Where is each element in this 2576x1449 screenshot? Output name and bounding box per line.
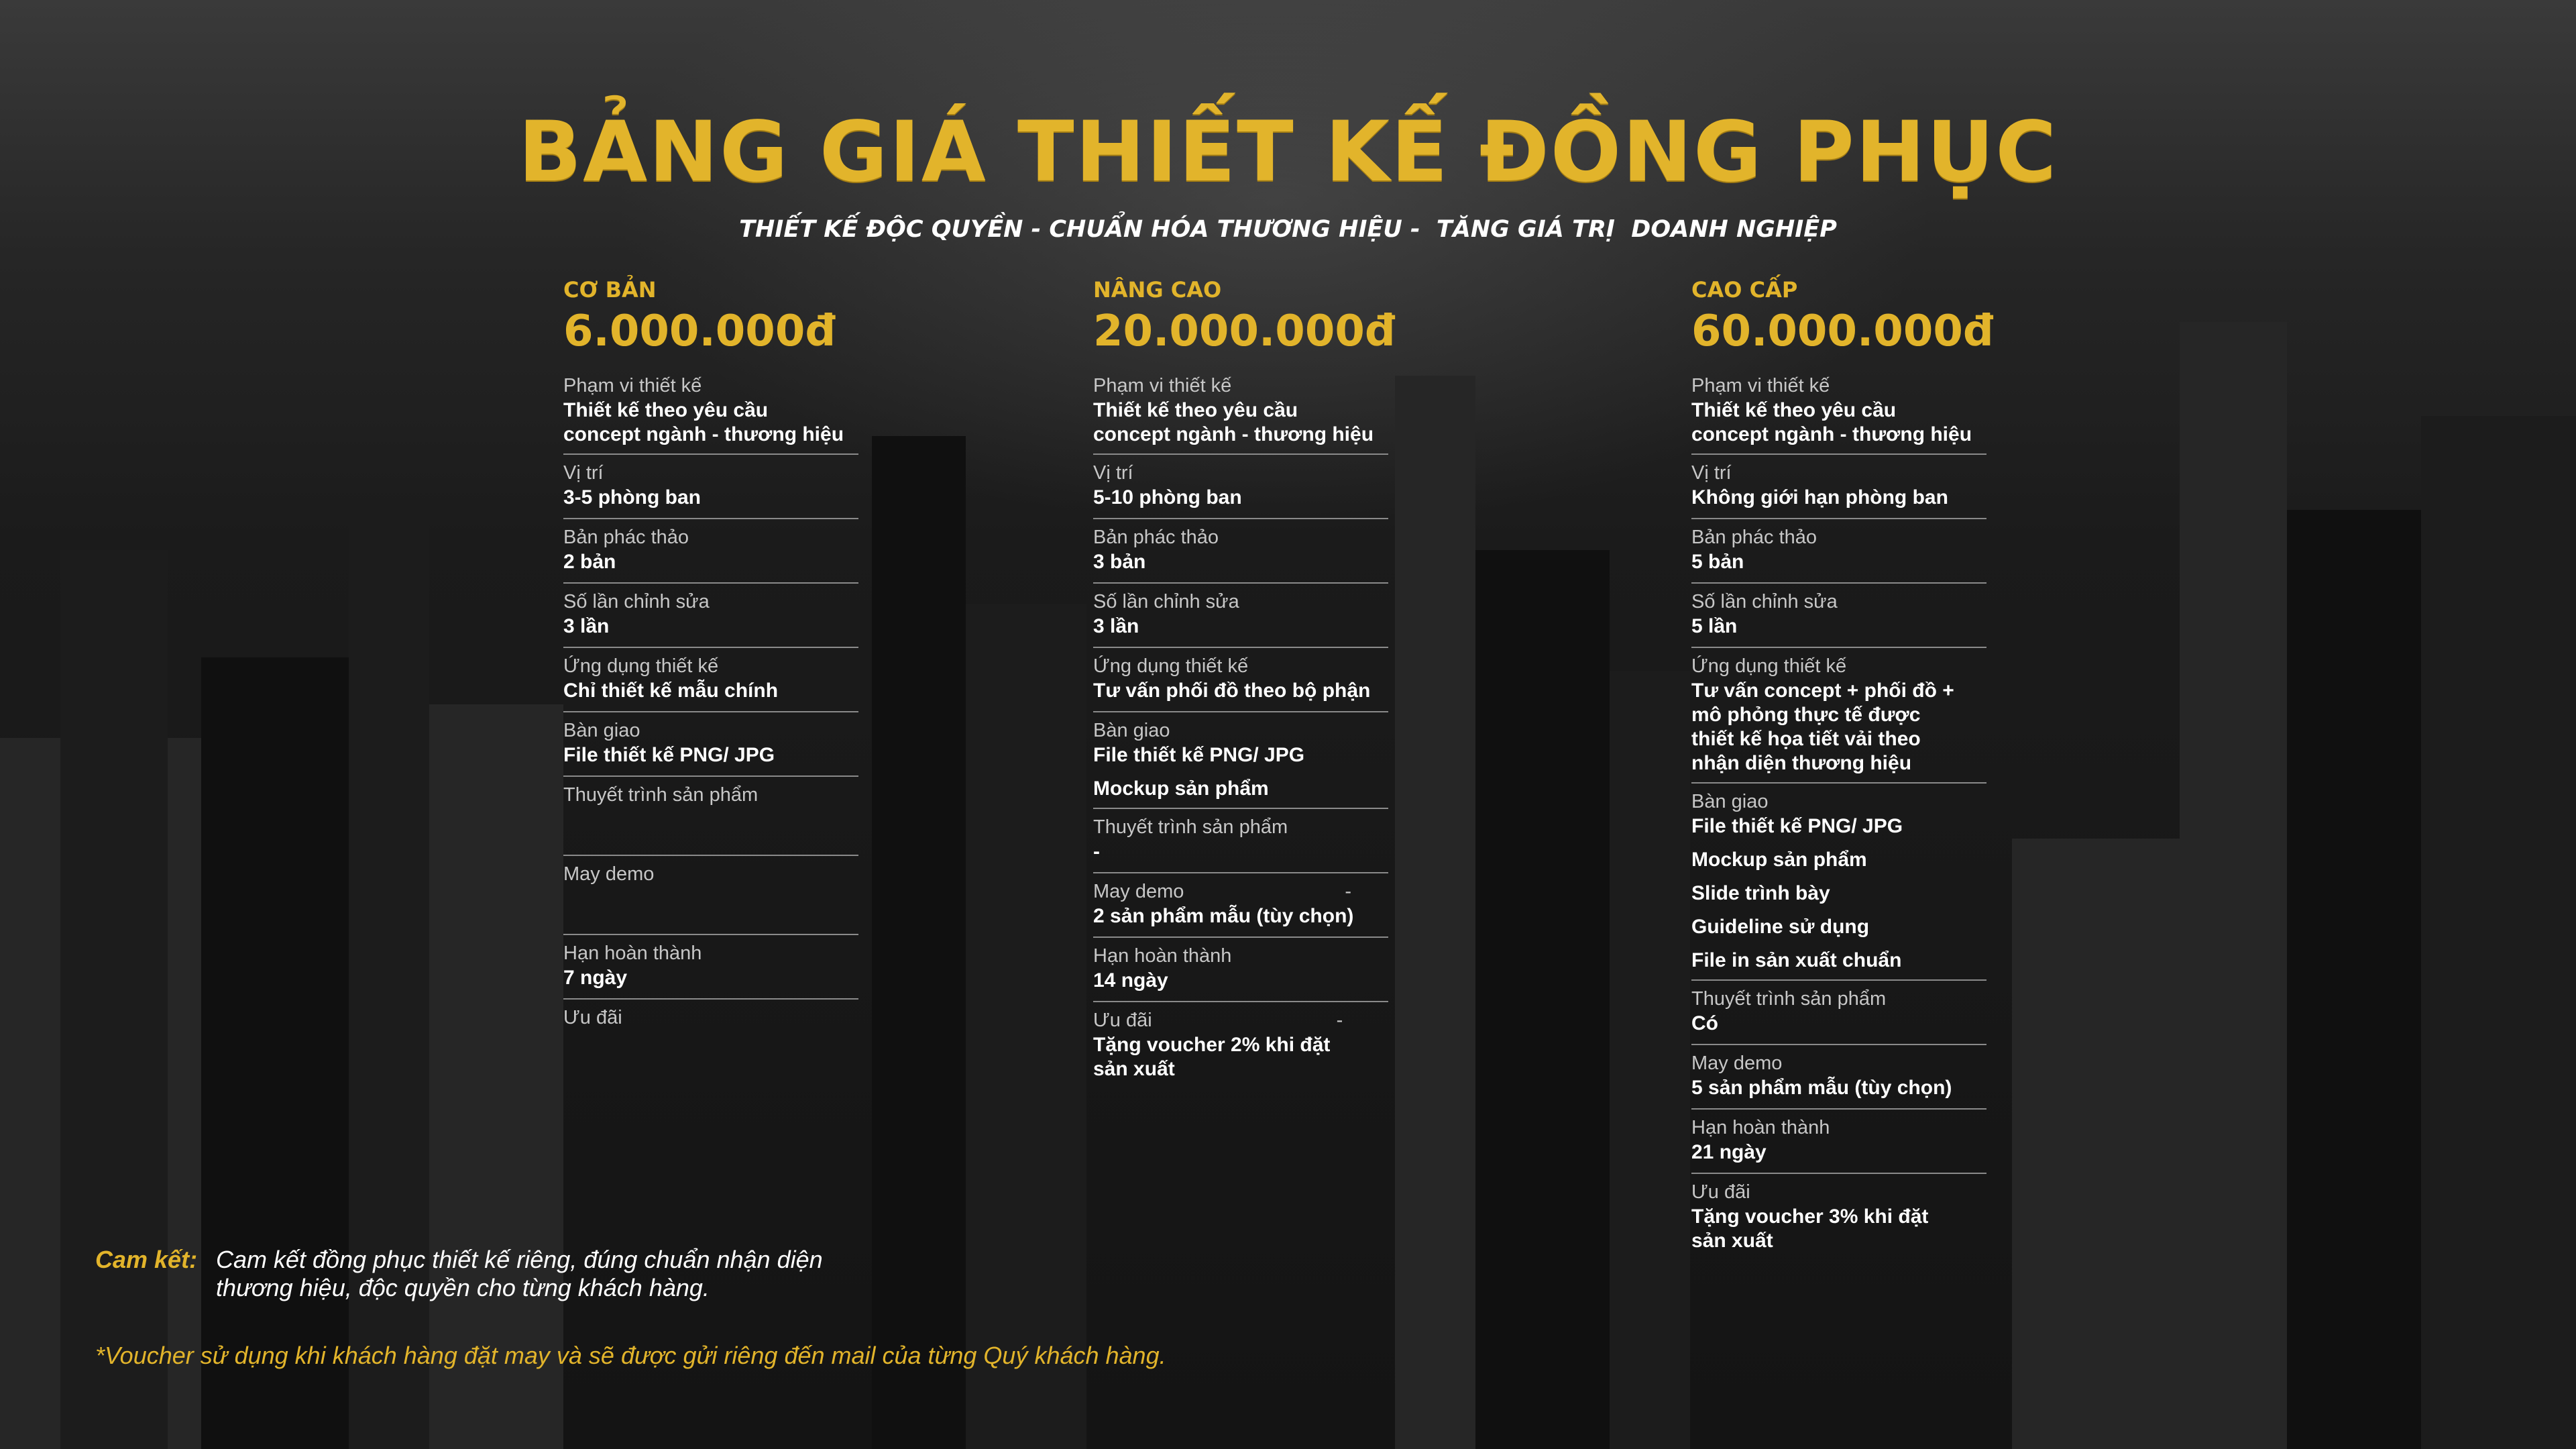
value-delivery: Mockup sản phẩm	[1691, 849, 1867, 871]
label-presentation: Thuyết trình sản phẩm	[1691, 988, 1887, 1010]
row-presentation	[1093, 809, 1388, 873]
plan-premium	[1691, 276, 1994, 1260]
value-sample: 2 sản phẩm mẫu (tùy chọn)	[1093, 905, 1354, 927]
label-delivery: Bàn giao	[563, 720, 640, 741]
commitment-note	[95, 1246, 967, 1302]
label-presentation: Thuyết trình sản phẩm	[563, 784, 759, 806]
row-deadline	[1691, 1110, 1986, 1174]
row-revisions	[1093, 584, 1388, 648]
value-offer: Tặng voucher 2% khi đặt	[1093, 1034, 1331, 1056]
row-application	[563, 648, 858, 712]
value-revisions: 3 lần	[563, 615, 610, 637]
value-deadline: 7 ngày	[563, 967, 628, 989]
label-revisions: Số lần chỉnh sửa	[1093, 591, 1239, 612]
label-offer: Ưu đãi	[1691, 1181, 1750, 1203]
value-scope: concept ngành - thương hiệu	[1093, 423, 1374, 445]
plan-advanced	[1093, 276, 1396, 1088]
value-deadline: 21 ngày	[1691, 1141, 1767, 1163]
label-presentation: Thuyết trình sản phẩm	[1093, 816, 1288, 838]
value-drafts: 3 bản	[1093, 551, 1146, 573]
value-presentation: Có	[1691, 1012, 1718, 1034]
label-deadline: Hạn hoàn thành	[1691, 1117, 1830, 1138]
dash-mark: -	[1345, 881, 1352, 902]
plan-price: 6.000.000đ	[563, 307, 836, 356]
row-presentation	[1691, 981, 1986, 1045]
row-sample	[1093, 873, 1388, 938]
value-application: Chỉ thiết kế mẫu chính	[563, 680, 779, 702]
value-offer: sản xuất	[1691, 1230, 1773, 1252]
row-deadline	[1093, 938, 1388, 1002]
row-position	[1691, 455, 1986, 519]
row-position	[1093, 455, 1388, 519]
plan-price: 60.000.000đ	[1691, 307, 1994, 356]
label-application: Ứng dụng thiết kế	[1691, 655, 1847, 677]
plan-name: NÂNG CAO	[1093, 277, 1222, 303]
commitment-label: Cam kết:	[95, 1246, 198, 1273]
value-revisions: 3 lần	[1093, 615, 1139, 637]
value-deadline: 14 ngày	[1093, 969, 1168, 991]
value-position: Không giới hạn phòng ban	[1691, 486, 1948, 508]
value-offer: Tặng voucher 3% khi đặt	[1691, 1205, 1929, 1228]
plan-basic	[563, 276, 858, 1064]
value-sample: 5 sản phẩm mẫu (tùy chọn)	[1691, 1077, 1952, 1099]
value-scope: Thiết kế theo yêu cầu	[1093, 399, 1298, 421]
row-drafts	[563, 519, 858, 584]
row-application	[1691, 648, 1986, 784]
row-revisions	[563, 584, 858, 648]
label-deadline: Hạn hoàn thành	[563, 943, 702, 964]
label-scope: Phạm vi thiết kế	[1093, 375, 1232, 396]
row-presentation	[563, 777, 858, 856]
value-scope: concept ngành - thương hiệu	[563, 423, 844, 445]
label-revisions: Số lần chỉnh sửa	[1691, 591, 1838, 612]
row-sample	[1691, 1045, 1986, 1110]
label-drafts: Bản phác thảo	[563, 527, 689, 548]
value-delivery: Mockup sản phẩm	[1093, 777, 1269, 800]
value-position: 5-10 phòng ban	[1093, 486, 1242, 508]
value-position: 3-5 phòng ban	[563, 486, 701, 508]
value-delivery: File in sản xuất chuẩn	[1691, 949, 1902, 971]
label-offer: Ưu đãi	[563, 1007, 622, 1028]
label-application: Ứng dụng thiết kế	[563, 655, 719, 677]
label-scope: Phạm vi thiết kế	[1691, 375, 1830, 396]
value-scope: Thiết kế theo yêu cầu	[563, 399, 769, 421]
row-drafts	[1093, 519, 1388, 584]
value-revisions: 5 lần	[1691, 615, 1738, 637]
label-deadline: Hạn hoàn thành	[1093, 945, 1232, 967]
value-application: Tư vấn phối đồ theo bộ phận	[1093, 680, 1371, 702]
value-application: thiết kế họa tiết vải theo	[1691, 728, 1921, 750]
row-delivery	[1093, 712, 1388, 809]
row-offer	[563, 1000, 858, 1064]
value-scope: concept ngành - thương hiệu	[1691, 423, 1972, 445]
label-scope: Phạm vi thiết kế	[563, 375, 702, 396]
commitment-text: thương hiệu, độc quyền cho từng khách hàng.	[216, 1274, 710, 1301]
row-drafts	[1691, 519, 1986, 584]
value-delivery: Guideline sử dụng	[1691, 916, 1870, 938]
voucher-note: *Voucher sử dụng khi khách hàng đặt may và sẽ được gửi riêng đến mail của từng Quý khách hàng.	[95, 1342, 1166, 1369]
label-sample: May demo	[1691, 1053, 1783, 1074]
value-application: nhận diện thương hiệu	[1691, 752, 1912, 774]
row-delivery	[1691, 784, 1986, 981]
label-revisions: Số lần chỉnh sửa	[563, 591, 710, 612]
value-delivery: File thiết kế PNG/ JPG	[1093, 744, 1305, 766]
page-title: BẢNG GIÁ THIẾT KẾ ĐỒNG PHỤC	[518, 104, 2058, 201]
row-offer	[1691, 1174, 1986, 1260]
row-application	[1093, 648, 1388, 712]
row-delivery	[563, 712, 858, 777]
label-application: Ứng dụng thiết kế	[1093, 655, 1249, 677]
label-offer-text: Ưu đãi	[1093, 1010, 1152, 1031]
value-application: mô phỏng thực tế được	[1691, 704, 1921, 726]
label-sample-text: May demo	[1093, 881, 1184, 902]
value-drafts: 2 bản	[563, 551, 616, 573]
dash-mark: -	[1336, 1010, 1343, 1031]
label-position: Vị trí	[563, 462, 604, 484]
label-offer	[1093, 1008, 1388, 1033]
row-sample	[563, 856, 858, 935]
row-scope	[1093, 368, 1388, 455]
label-drafts: Bản phác thảo	[1093, 527, 1219, 548]
row-deadline	[563, 935, 858, 1000]
value-delivery: File thiết kế PNG/ JPG	[563, 744, 775, 766]
plan-name: CAO CẤP	[1691, 277, 1798, 303]
row-position	[563, 455, 858, 519]
label-position: Vị trí	[1093, 462, 1133, 484]
value-application: Tư vấn concept + phối đồ +	[1691, 680, 1954, 702]
label-sample	[1093, 879, 1388, 904]
label-sample: May demo	[563, 863, 655, 885]
commitment-text: Cam kết đồng phục thiết kế riêng, đúng chuẩn nhận diện	[216, 1246, 823, 1273]
row-offer	[1093, 1002, 1388, 1088]
row-revisions	[1691, 584, 1986, 648]
value-drafts: 5 bản	[1691, 551, 1744, 573]
plan-price: 20.000.000đ	[1093, 307, 1396, 356]
value-scope: Thiết kế theo yêu cầu	[1691, 399, 1897, 421]
page-subtitle: THIẾT KẾ ĐỘC QUYỀN - CHUẨN HÓA THƯƠNG HIỆU - TĂNG GIÁ TRỊ DOANH NGHIỆP	[739, 216, 1837, 243]
label-position: Vị trí	[1691, 462, 1732, 484]
label-drafts: Bản phác thảo	[1691, 527, 1817, 548]
row-scope	[1691, 368, 1986, 455]
row-scope	[563, 368, 858, 455]
value-delivery: File thiết kế PNG/ JPG	[1691, 815, 1903, 837]
label-delivery: Bàn giao	[1093, 720, 1170, 741]
label-delivery: Bàn giao	[1691, 791, 1769, 812]
plan-name: CƠ BẢN	[563, 277, 657, 303]
value-delivery: Slide trình bày	[1691, 882, 1830, 904]
value-presentation: -	[1093, 841, 1100, 863]
value-offer: sản xuất	[1093, 1058, 1175, 1080]
